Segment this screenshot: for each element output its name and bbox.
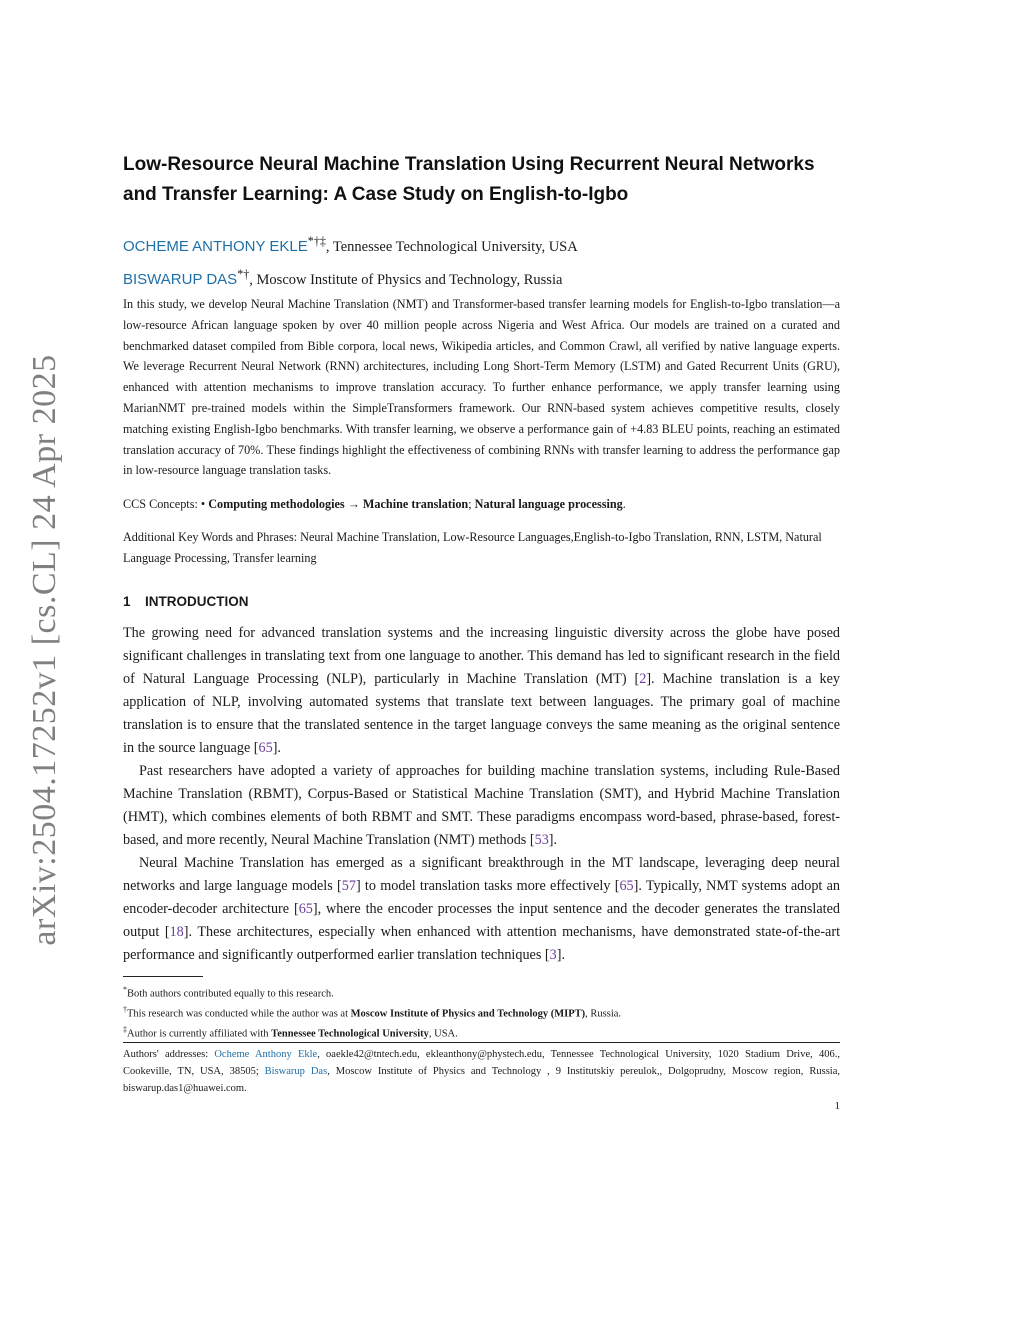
ccs-end: . [622,497,626,511]
footnote-3 [123,1022,840,1042]
authors-addresses [123,1046,840,1097]
abstract: In this study, we develop Neural Machine Translation (NMT) and Transformer-based transfer learning models for English-to-Igbo translation—a low-resource African language spoken by over 40 million people across Nigeria and West Africa. Our models are trained on a curated and benchmarked dataset compiled from Bible corpora, local news, Wikipedia articles, and Common Crawl, all verified by native language experts. We leverage Recurrent Neural Network (RNN) architectures, including Long Short-Term Memory (LSTM) and Gated Recurrent Units (GRU), enhanced with attention mechanisms to improve translation accuracy. To further enhance performance, we apply transfer learning using MarianNMT pre-trained models within the SimpleTransformers framework. Our RNN-based system achieves competitive results, closely matching existing English-Igbo benchmarks. With transfer learning, we observe a performance gain of +4.83 BLEU points, reaching an estimated translation accuracy of 70%. These findings highlight the effectiveness of combining RNNs with transfer learning to address the performance gap in low-resource language translation tasks. [123,297,840,478]
p3-text-f: ]. [556,947,566,963]
author-2 [123,261,840,294]
footnote-3-end: , USA. [428,1028,458,1040]
citation-link[interactable]: 53 [534,832,549,848]
footnote-2-end: , Russia. [585,1008,622,1020]
p1-text-a: The growing need for advanced translation systems and the increasing linguistic diversity across the globe have posed significant challenges in translating text from one language to another. This demand has led to significant research in the field of Natural Language Processing (NLP), particularly in Machine Translation (MT) [ [123,625,840,687]
author-1-name[interactable]: OCHEME ANTHONY EKLE [123,237,308,255]
p1-text-c: ]. [272,740,281,756]
author-2-marks: *† [237,266,250,281]
citation-link[interactable]: 3 [549,947,557,963]
address-text-1: , oaekle42@tntech.edu, ekleanthony@phystech.edu, Tennessee Technological University, 1020 Stadium Drive, 406., Cookeville, TN, USA, 38505; [123,1049,840,1077]
footnote-3-mark: ‡ [123,1025,127,1034]
ccs-term-2: Natural language processing [474,497,623,511]
footnotes [123,982,840,1042]
address-divider [123,1042,840,1043]
citation-link[interactable]: 18 [169,924,184,940]
paragraph-3 [123,852,840,967]
footnote-divider [123,976,203,977]
author-2-link[interactable]: Biswarup Das [264,1066,328,1077]
p3-text-b: ] to model translation tasks more effectively [ [355,878,620,894]
footnote-2-institution: Moscow Institute of Physics and Technology (MIPT) [350,1008,586,1020]
citation-link[interactable]: 2 [639,671,647,687]
paragraph-2 [123,760,840,852]
footnote-3-institution: Tennessee Technological University [271,1028,429,1040]
title-line-2: and Transfer Learning: A Case Study on English-to-Igbo [123,184,629,205]
section-heading [123,594,840,609]
footnote-1 [123,982,840,1002]
author-1-marks: *†‡ [307,234,326,248]
p1-text-b: ]. Machine translation is a key application of NLP, involving automated systems that translate text between languages. The primary goal of machine translation is to ensure that the translated sentence in the target language conveys the same meaning as the original sentence in the source language [ [123,671,840,756]
ccs-concepts [123,494,840,515]
footnote-2 [123,1002,840,1022]
p3-text-d: ], where the encoder processes the input sentence and the decoder generates the translated output [ [123,901,841,940]
intro-body [123,622,840,967]
address-text-2: , Moscow Institute of Physics and Technology , 9 Institutskiy pereulok,, Dolgoprudny, Moscow region, Russia, biswarup.das1@huawei.com. [123,1066,840,1094]
footnote-2-text: This research was conducted while the author was at [127,1008,351,1020]
citation-link[interactable]: 57 [341,878,356,894]
author-2-affiliation: , Moscow Institute of Physics and Technology, Russia [249,271,563,288]
section-number: 1 [123,594,131,609]
arxiv-identifier: arXiv:2504.17252v1 [cs.CL] 24 Apr 2025 [26,354,63,946]
title-line-1: Low-Resource Neural Machine Translation Using Recurrent Neural Networks [123,154,815,175]
footnote-1-text: Both authors contributed equally to this research. [127,988,334,1000]
arxiv-sidebar [0,340,90,960]
author-list [123,228,840,294]
footnote-3-text: Author is currently affiliated with [127,1028,272,1040]
citation-link[interactable]: 65 [258,740,273,756]
keywords: Additional Key Words and Phrases: Neural Machine Translation, Low-Resource Languages,English-to-Igbo Translation, RNN, LSTM, Natural Language Processing, Transfer learning [123,530,822,565]
p3-text-e: ]. These architectures, especially when enhanced with attention mechanisms, have demonstrated state-of-the-art performance and significantly outperformed earlier translation techniques [ [123,924,841,963]
footnote-2-mark: † [123,1005,127,1014]
author-1-link[interactable]: Ocheme Anthony Ekle [214,1049,318,1060]
author-2-name[interactable]: BISWARUP DAS [123,270,238,288]
address-label: Authors' addresses: [123,1049,215,1060]
paper-title [123,150,840,210]
citation-link[interactable]: 65 [298,901,313,917]
author-1 [123,228,840,261]
p3-text-a: Neural Machine Translation has emerged as a significant breakthrough in the MT landscape, leveraging deep neural networks and large language models [ [123,855,840,894]
p2-text-b: ]. [548,832,558,848]
p3-text-c: ]. Typically, NMT systems adopt an encoder-decoder architecture [ [123,878,840,917]
footnote-1-mark: * [123,985,127,994]
author-1-affiliation: , Tennessee Technological University, USA [325,238,578,255]
page-number: 1 [834,1100,840,1112]
ccs-label: CCS Concepts: • [123,497,209,511]
citation-link[interactable]: 65 [619,878,634,894]
ccs-term-1: Computing methodologies → Machine translation [208,497,469,511]
paragraph-1 [123,622,840,760]
ccs-separator: ; [468,497,475,511]
p2-text-a: Past researchers have adopted a variety of approaches for building machine translation systems, including Rule-Based Machine Translation (RBMT), Corpus-Based or Statistical Machine Translation (SMT), and Hybrid Machine Translation (HMT), which combines elements of both RBMT and SMT. These paradigms encompass word-based, phrase-based, forest-based, and more recently, Neural Machine Translation (NMT) methods [ [123,763,840,848]
section-title: INTRODUCTION [145,594,249,609]
